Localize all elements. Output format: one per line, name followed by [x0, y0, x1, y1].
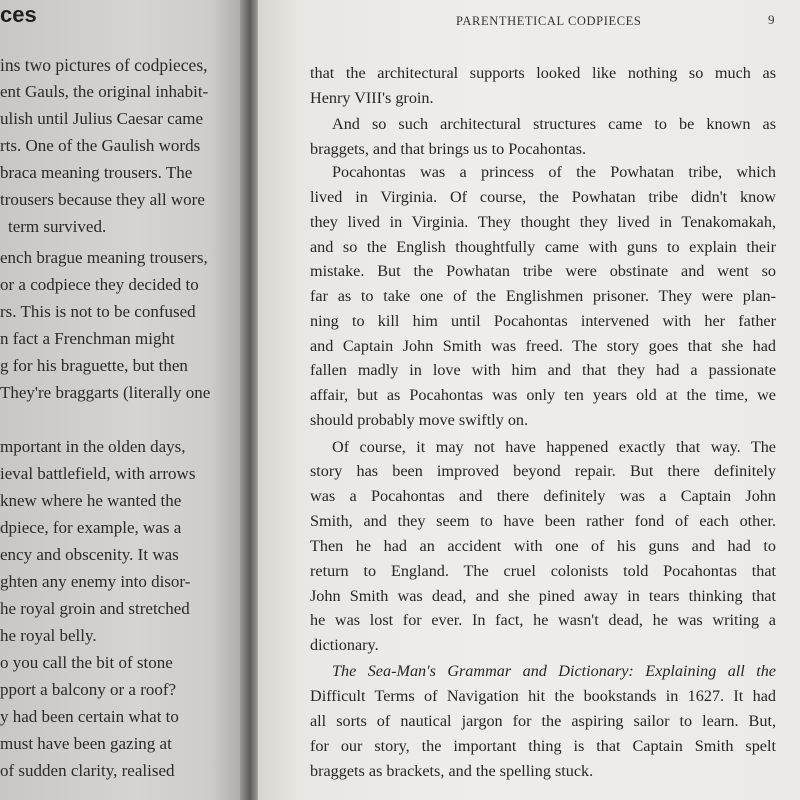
text-line: mistake. But the Powhatan tribe were obstinate and went so	[310, 262, 776, 280]
text-line: and so the English thoughtfully came with guns to explain their	[310, 238, 776, 256]
left-line: ghten any enemy into disor-	[0, 572, 191, 591]
text-line: ning to kill him until Pocahontas intervened with her father	[310, 312, 776, 330]
left-line: ulish until Julius Caesar came	[0, 109, 204, 128]
text-line: all sorts of nautical jargon for the aspiring sailor to learn. But,	[310, 712, 776, 730]
left-line: pport a balcony or a roof?	[0, 680, 177, 699]
text-line: braggets, and that brings us to Pocahontas.	[310, 140, 587, 158]
left-line: rs. This is not to be confused	[0, 302, 196, 321]
text-line: The Sea-Man's Grammar and Dictionary: Explaining all the	[332, 662, 776, 680]
text-line: lived in Virginia. Of course, the Powhatan tribe didn't know	[310, 188, 776, 206]
left-line: g for his braguette, but then	[0, 356, 188, 375]
text-line: Henry VIII's groin.	[310, 89, 434, 107]
text-line: John Smith was dead, and she pined away in tears thinking that	[310, 587, 776, 605]
text-line: story has been improved beyond repair. But there definitely	[310, 462, 776, 480]
text-line: affair, but as Pocahontas was only ten years old at the time, we	[310, 386, 776, 404]
left-line: he royal groin and stretched	[0, 599, 190, 618]
text-line: fallen madly in love with him and that they had a passionate	[310, 361, 776, 379]
left-line: ieval battlefield, with arrows	[0, 464, 196, 483]
text-line: that the architectural supports looked like nothing so much as	[310, 64, 776, 82]
left-line: trousers because they all wore	[0, 190, 205, 209]
left-line: ench brague meaning trousers,	[0, 248, 208, 267]
left-line: braca meaning trousers. The	[0, 163, 193, 182]
left-line: dpiece, for example, was a	[0, 518, 182, 537]
left-line: rts. One of the Gaulish words	[0, 136, 201, 155]
left-line: y had been certain what to	[0, 707, 179, 726]
left-line: must have been gazing at	[0, 734, 172, 753]
left-line: ency and obscenity. It was	[0, 545, 179, 564]
text-line: Then he had an accident with one of his guns and had to	[310, 537, 776, 555]
text-line: he was lost for ever. In fact, he wasn't dead, he was writing a	[310, 611, 776, 629]
text-line: far as to take one of the Englishmen prisoner. They were plan-	[310, 287, 776, 305]
left-line: n fact a Frenchman might	[0, 329, 175, 348]
text-line: And so such architectural structures came to be known as	[332, 115, 776, 133]
text-line: and Captain John Smith was freed. The story goes that she had	[310, 337, 776, 355]
text-line: Pocahontas was a princess of the Powhatan tribe, which	[332, 163, 776, 181]
text-line: they lived in Virginia. They thought they lived in Tenakomakah,	[310, 213, 776, 231]
left-line: or a codpiece they decided to	[0, 275, 199, 294]
left-line: mportant in the olden days,	[0, 437, 186, 456]
text-line: return to England. The cruel colonists told Pocahontas that	[310, 562, 776, 580]
left-page-heading: ces	[0, 2, 37, 27]
text-line: should probably move swiftly on.	[310, 411, 529, 429]
left-line: knew where he wanted the	[0, 491, 182, 510]
left-page	[0, 0, 246, 800]
running-head: PARENTHETICAL CODPIECES	[456, 14, 642, 28]
text-line: braggets as brackets, and the spelling stuck.	[310, 762, 594, 780]
text-line: Of course, it may not have happened exactly that way. The	[332, 438, 776, 456]
left-line: ins two pictures of codpieces,	[0, 55, 208, 75]
left-line: he royal belly.	[0, 626, 97, 645]
text-line: dictionary.	[310, 636, 379, 654]
text-line: was a Pocahontas and there definitely was a Captain John	[310, 487, 776, 505]
page-number: 9	[768, 12, 775, 27]
text-line: Smith, and they seem to have been rather fond of each other.	[310, 512, 776, 530]
left-line: o you call the bit of stone	[0, 653, 173, 672]
left-line: ent Gauls, the original inhabit-	[0, 82, 209, 101]
text-line: for our story, the important thing is that Captain Smith spelt	[310, 737, 776, 755]
right-page	[258, 0, 800, 800]
left-line: of sudden clarity, realised	[0, 761, 175, 780]
text-line: Difficult Terms of Navigation hit the bookstands in 1627. It had	[310, 687, 776, 705]
left-line: term survived.	[8, 217, 107, 236]
left-line: They're braggarts (literally one	[0, 383, 211, 402]
